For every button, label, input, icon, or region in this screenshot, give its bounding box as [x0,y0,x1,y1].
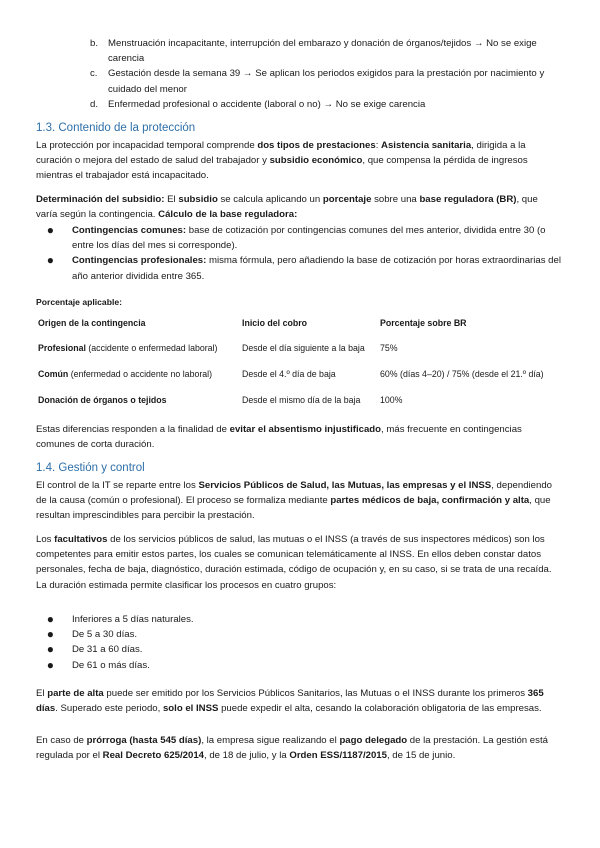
text-run: Los [36,534,55,545]
paragraph-control [36,478,561,524]
table-row [36,393,544,419]
table-cell [36,367,240,393]
section-heading-1-3: 1.3. Contenido de la protección [36,122,196,134]
list-item [80,36,560,66]
base-calc-list [36,223,561,284]
table-header [36,316,240,341]
table-row [36,341,544,367]
table-cell: Desde el 4.º día de baja [242,369,336,379]
paragraph-absentismo [36,422,561,452]
list-item [36,627,561,642]
text-run: misma fórmula, pero añadiendo la base de cotización por horas extraordinarias del año anterior dividida entre 365. [72,255,561,282]
paragraph-facultativos [36,532,561,593]
text-run-bold: Contingencias comunes: [72,225,187,236]
header-text: Porcentaje sobre BR [380,318,467,328]
text-run-bold: Cálculo de la base reguladora: [158,209,298,221]
list-item [80,66,560,96]
text-run: base de cotización por contingencias comunes del mes anterior, dividida entre 30 (o entre los días del mes si corresponde). [72,225,546,252]
text-run-bold: Porcentaje aplicable: [36,297,122,307]
text-run-bold: parte de alta [47,688,104,699]
text-run: , más frecuente en contingencias comunes de corta duración. [36,424,522,451]
table-cell: Desde el mismo día de la baja [242,395,361,405]
text-run-bold: subsidio económico [269,155,363,167]
text-run: El control de la IT se reparte entre los [36,480,199,491]
header-text: Inicio del cobro [242,318,308,328]
text-run-bold: Real Decreto 625/2014 [102,750,205,762]
duration-groups-list [36,612,561,673]
table-header [378,316,544,341]
text-run-bold: evitar el absentismo injustificado [229,424,382,435]
text-run: puede expedir el alta, cesando la colaboración obligatoria de las empresas. [218,703,542,715]
table-row [36,367,544,393]
text-run-bold: subsidio [178,194,218,205]
text-run: La protección por incapacidad temporal comprende [36,140,258,151]
bullet-icon: ● [46,627,54,642]
bullet-icon: ● [46,642,54,657]
bullet-icon: ● [46,612,54,626]
text-run: sobre una [371,194,420,205]
list-item-text: Gestación desde la semana 39 → Se aplican los periodos exigidos para la prestación por nacimiento y cuidado del menor [108,68,545,95]
text-run-bold: Profesional [38,343,86,353]
text-run: puede ser emitido por los Servicios Públicos Sanitarios, las Mutuas o el INSS durante los primeros [103,688,528,699]
text-run-bold: base reguladora (BR) [419,194,517,205]
text-run-bold: Contingencias profesionales: [72,255,207,267]
text-run-bold: Común [38,369,69,379]
text-run: (accidente o enfermedad laboral) [85,343,218,353]
bullet-icon: ● [46,253,54,268]
text-run: , de 15 de junio. [386,750,456,762]
text-run-bold: prórroga (hasta 545 días) [86,735,202,746]
bullet-icon: ● [46,657,54,672]
text-run: , la empresa sigue realizando el [201,735,340,746]
text-run: En caso de [36,735,87,746]
text-run: , que varía según la contingencia. [36,194,538,221]
header-text: Origen de la contingencia [38,318,146,328]
paragraph-subsidio [36,192,561,222]
list-item [36,253,561,283]
bullet-icon: ● [46,223,54,237]
text-run-bold: Orden ESS/1187/2015 [289,750,387,762]
table-cell [36,393,240,419]
list-item [36,223,561,253]
text-run: , que resultan imprescindibles para percibir la prestación. [36,495,551,522]
list-item [36,642,561,657]
text-run: (enfermedad o accidente no laboral) [68,369,213,379]
paragraph-protection [36,138,561,184]
table-cell: 100% [380,395,403,405]
text-run-bold: pago delegado [339,735,408,746]
text-run-bold: porcentaje [322,194,372,205]
text-run: se calcula aplicando un [217,194,323,205]
table-cell: 75% [380,343,398,353]
list-item [80,97,560,112]
list-item-text: De 5 a 30 días. [72,629,138,641]
text-run: , dependiendo de la causa (común o profesional). El proceso se formaliza mediante [36,480,553,507]
text-run-bold: Determinación del subsidio: [36,194,165,205]
list-item [36,658,561,673]
text-run-bold: solo el INSS [162,703,219,715]
percentage-table [36,316,544,419]
list-marker: b. [90,38,99,49]
text-run: : [375,140,382,151]
list-item-text: Menstruación incapacitante, interrupción del embarazo y donación de órganos/tejidos → No se exige carencia [108,38,537,65]
list-marker: c. [90,68,98,80]
text-run-bold: 365 días [36,688,544,715]
list-item [36,612,561,627]
conditions-list [80,36,560,112]
section-heading-1-4: 1.4. Gestión y control [36,462,145,474]
list-marker: d. [90,98,99,110]
table-cell: 60% (días 4–20) / 75% (desde el 21.º día) [380,369,544,379]
table-header-row [36,316,544,341]
text-run-bold: Donación de órganos o tejidos [38,395,167,405]
list-item-text: Enfermedad profesional o accidente (laboral o no) → No se exige carencia [108,98,426,110]
text-run: Estas diferencias responden a la finalidad de [36,424,230,435]
pct-label [36,295,561,310]
text-run-bold: Servicios Públicos de Salud, las Mutuas, las empresas y el INSS [198,480,492,491]
text-run: El [164,194,179,205]
text-run: de los servicios públicos de salud, las mutuas o el INSS (a través de sus inspectores médicos) son los competentes para emitir estos partes, los cuales se comunican telemáticamente al INSS. En ellos deben constar datos personales, fecha de baja, diagnóstico, duración estimada, código de ocupación y, en su caso, si se trata de una recaída. La duración estimada permite clasificar los procesos en cuatro grupos: [36,534,552,591]
list-item-text: Inferiores a 5 días naturales. [72,614,194,625]
paragraph-prorroga [36,733,561,763]
table-header [240,316,378,341]
list-item-text: De 61 o más días. [72,659,150,671]
text-run: , dirigida a la curación o mejora del estado de salud del trabajador y [36,140,526,167]
text-run-bold: Asistencia sanitaria [381,140,472,151]
text-run: , que compensa la pérdida de ingresos mientras el trabajador está incapacitado. [36,155,528,182]
text-run-bold: facultativos [54,534,108,545]
text-run: , de 18 de julio, y la [204,750,290,762]
text-run: de la prestación. La gestión está regulada por el [36,735,548,762]
table-cell [36,341,240,367]
text-run: El [36,688,48,699]
text-run-bold: partes médicos de baja, confirmación y alta [330,495,530,507]
table-cell: Desde el día siguiente a la baja [242,343,365,353]
paragraph-alta [36,686,561,716]
text-run-bold: dos tipos de prestaciones [257,140,376,151]
text-run: . Superado este periodo, [55,703,163,715]
list-item-text: De 31 a 60 días. [72,644,143,656]
